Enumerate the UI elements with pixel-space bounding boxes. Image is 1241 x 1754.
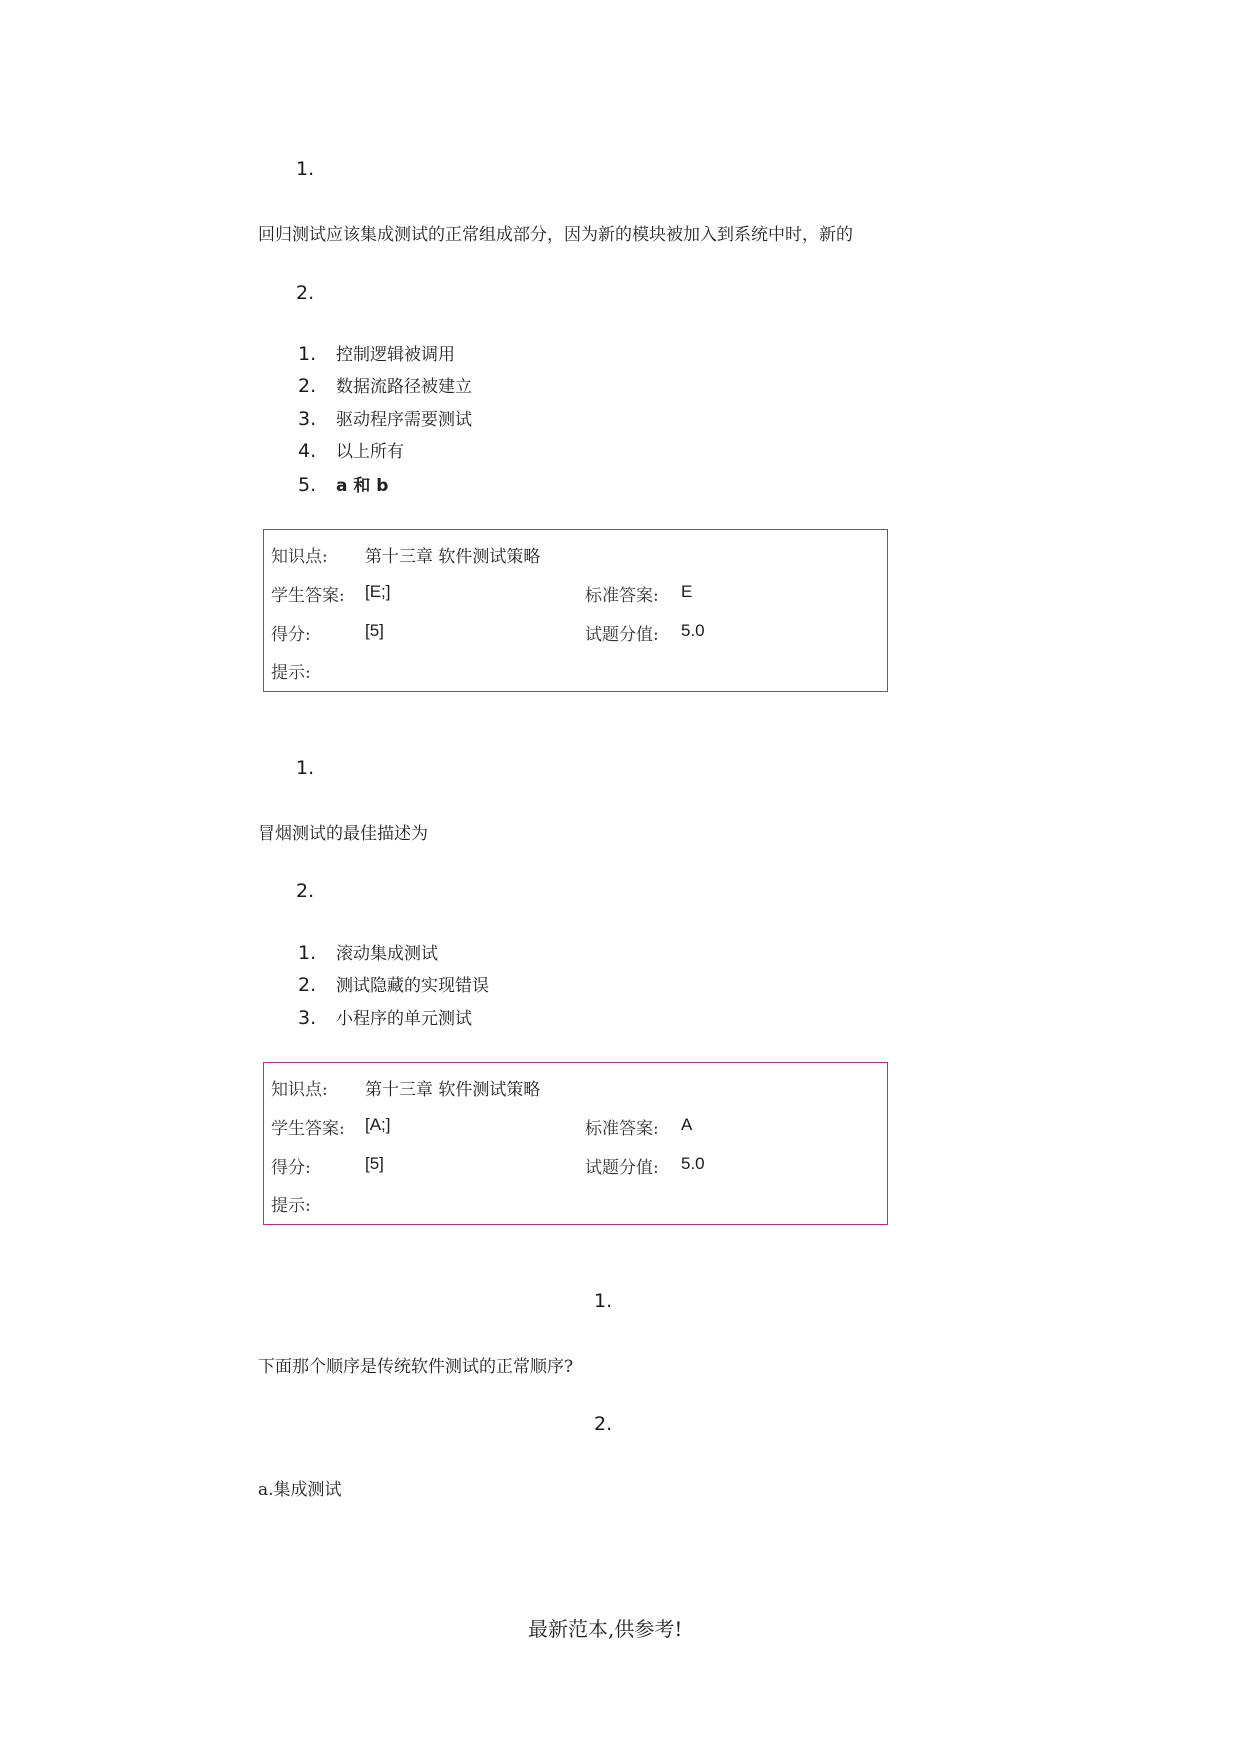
q1-answer-panel <box>263 529 888 692</box>
q1-option-3 <box>298 405 472 433</box>
q1-number-2: 2. <box>296 282 315 304</box>
points-value: 5.0 <box>681 1154 705 1173</box>
q2-option-3 <box>298 1004 472 1032</box>
option-number: 2. <box>298 974 317 996</box>
q1-number-1: 1. <box>296 158 315 180</box>
option-text: 数据流路径被建立 <box>336 377 472 397</box>
q3-stem: 下面那个顺序是传统软件测试的正常顺序? <box>258 1357 574 1377</box>
q1-option-5 <box>298 471 388 499</box>
q2-number-1: 1. <box>296 757 315 779</box>
page-footer: 最新范本,供参考! <box>528 1617 683 1641</box>
hint-label: 提示: <box>271 1196 311 1216</box>
points-value: 5.0 <box>681 621 705 640</box>
standard-answer-label: 标准答案: <box>585 1119 659 1139</box>
q3-number-1: 1. <box>594 1290 613 1312</box>
q2-option-2 <box>298 971 489 999</box>
option-number: 1. <box>298 942 317 964</box>
standard-answer-value: A <box>681 1115 693 1134</box>
option-number: 2. <box>298 375 317 397</box>
points-label: 试题分值: <box>585 1158 659 1178</box>
q2-number-2: 2. <box>296 880 315 902</box>
q1-stem: 回归测试应该集成测试的正常组成部分，因为新的模块被加入到系统中时，新的 <box>258 225 853 245</box>
standard-answer-value: E <box>681 582 693 601</box>
knowledge-value: 第十三章 软件测试策略 <box>365 1080 541 1100</box>
score-value: [5] <box>365 621 384 640</box>
standard-answer-label: 标准答案: <box>585 586 659 606</box>
score-label: 得分: <box>271 625 311 645</box>
student-answer-value: [A;] <box>365 1115 391 1134</box>
option-text: 小程序的单元测试 <box>336 1009 472 1029</box>
option-text: a 和 b <box>336 476 389 496</box>
option-number: 3. <box>298 1007 317 1029</box>
knowledge-label: 知识点: <box>271 547 328 567</box>
q1-option-4 <box>298 437 404 465</box>
q3-number-2: 2. <box>594 1413 613 1435</box>
option-text: 测试隐藏的实现错误 <box>336 976 489 996</box>
option-number: 5. <box>298 474 317 496</box>
knowledge-label: 知识点: <box>271 1080 328 1100</box>
score-value: [5] <box>365 1154 384 1173</box>
student-answer-value: [E;] <box>365 582 391 601</box>
score-label: 得分: <box>271 1158 311 1178</box>
hint-label: 提示: <box>271 663 311 683</box>
q1-option-1 <box>298 340 455 368</box>
option-text: 驱动程序需要测试 <box>336 410 472 430</box>
q2-answer-panel <box>263 1062 888 1225</box>
q2-option-1 <box>298 939 438 967</box>
q1-option-2 <box>298 372 472 400</box>
option-number: 1. <box>298 343 317 365</box>
option-text: 以上所有 <box>336 442 404 462</box>
q3-option-a: a.集成测试 <box>258 1480 342 1500</box>
knowledge-value: 第十三章 软件测试策略 <box>365 547 541 567</box>
option-text: 控制逻辑被调用 <box>336 345 455 365</box>
option-text: 滚动集成测试 <box>336 944 438 964</box>
option-number: 4. <box>298 440 317 462</box>
option-number: 3. <box>298 408 317 430</box>
points-label: 试题分值: <box>585 625 659 645</box>
student-answer-label: 学生答案: <box>271 586 345 606</box>
q2-stem: 冒烟测试的最佳描述为 <box>258 824 428 844</box>
student-answer-label: 学生答案: <box>271 1119 345 1139</box>
